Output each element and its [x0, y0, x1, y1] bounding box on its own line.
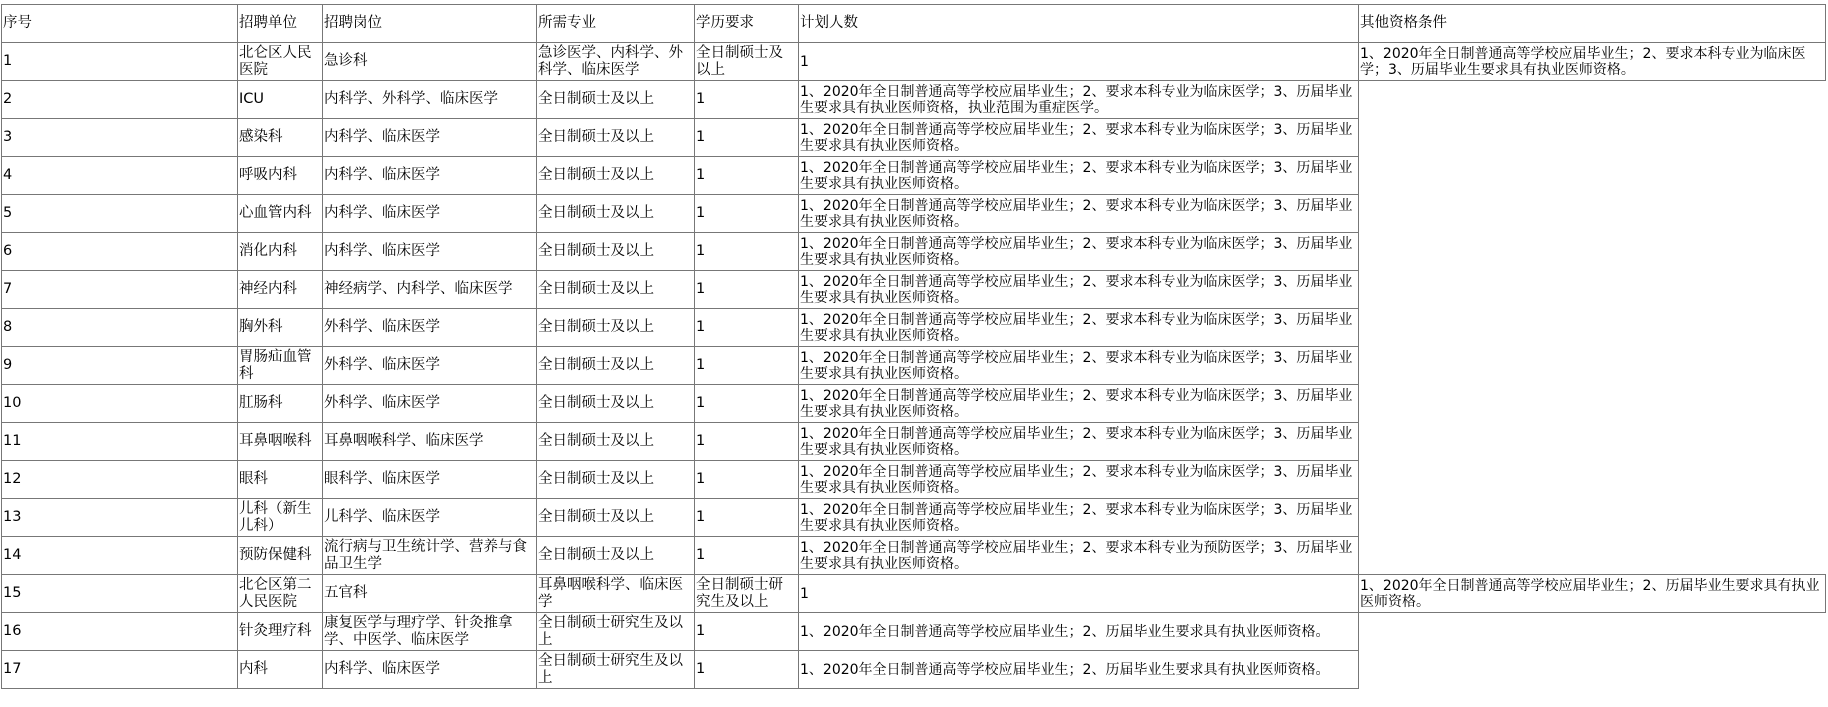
blank-cell	[1359, 195, 1826, 233]
header-cell: 所需专业	[537, 5, 695, 43]
cell-plan: 1	[799, 575, 1359, 613]
cell-unit: 预防保健科	[238, 537, 323, 575]
cell-edu: 全日制硕士研究生及以上	[695, 575, 799, 613]
cell-major: 全日制硕士及以上	[537, 195, 695, 233]
cell-no: 10	[2, 385, 238, 423]
cell-major: 全日制硕士及以上	[537, 233, 695, 271]
cell-post: 儿科学、临床医学	[323, 499, 537, 537]
cell-plan: 1、2020年全日制普通高等学校应届毕业生；2、要求本科专业为临床医学；3、历届毕业生要求具有执业医师资格。	[799, 271, 1359, 309]
table-row	[2, 537, 1826, 575]
cell-edu: 1	[695, 423, 799, 461]
table-row	[2, 499, 1826, 537]
cell-edu: 1	[695, 81, 799, 119]
cell-plan: 1、2020年全日制普通高等学校应届毕业生；2、历届毕业生要求具有执业医师资格。	[799, 651, 1359, 689]
blank-cell	[1359, 499, 1826, 537]
cell-edu: 1	[695, 461, 799, 499]
table-row	[2, 309, 1826, 347]
cell-post: 眼科学、临床医学	[323, 461, 537, 499]
cell-post: 外科学、临床医学	[323, 309, 537, 347]
cell-major: 全日制硕士及以上	[537, 423, 695, 461]
cell-post: 内科学、临床医学	[323, 157, 537, 195]
cell-major: 急诊医学、内科学、外科学、临床医学	[537, 43, 695, 81]
cell-plan: 1、2020年全日制普通高等学校应届毕业生；2、要求本科专业为预防医学；3、历届毕业生要求具有执业医师资格。	[799, 537, 1359, 575]
cell-unit: 心血管内科	[238, 195, 323, 233]
table-row	[2, 119, 1826, 157]
cell-post: 流行病与卫生统计学、营养与食品卫生学	[323, 537, 537, 575]
cell-no: 13	[2, 499, 238, 537]
cell-plan: 1、2020年全日制普通高等学校应届毕业生；2、要求本科专业为临床医学；3、历届毕业生要求具有执业医师资格。	[799, 195, 1359, 233]
table-row	[2, 347, 1826, 385]
table-row	[2, 43, 1826, 81]
cell-unit: 神经内科	[238, 271, 323, 309]
cell-edu: 1	[695, 233, 799, 271]
recruitment-table	[1, 4, 1826, 689]
blank-cell	[1359, 233, 1826, 271]
table-row	[2, 157, 1826, 195]
header-cell: 其他资格条件	[1359, 5, 1826, 43]
cell-plan: 1、2020年全日制普通高等学校应届毕业生；2、要求本科专业为临床医学；3、历届毕业生要求具有执业医师资格。	[799, 499, 1359, 537]
cell-post: 内科学、临床医学	[323, 651, 537, 689]
blank-cell	[1359, 651, 1826, 689]
cell-unit: 儿科（新生儿科）	[238, 499, 323, 537]
cell-no: 14	[2, 537, 238, 575]
cell-post: 耳鼻咽喉科学、临床医学	[323, 423, 537, 461]
cell-no: 8	[2, 309, 238, 347]
cell-plan: 1、2020年全日制普通高等学校应届毕业生；2、要求本科专业为临床医学；3、历届毕业生要求具有执业医师资格。	[799, 423, 1359, 461]
cell-edu: 1	[695, 385, 799, 423]
table-header-row	[2, 5, 1826, 43]
blank-cell	[1359, 347, 1826, 385]
cell-unit: 胃肠疝血管科	[238, 347, 323, 385]
table-row	[2, 575, 1826, 613]
blank-cell	[1359, 461, 1826, 499]
cell-no: 6	[2, 233, 238, 271]
table-row	[2, 461, 1826, 499]
cell-edu: 1	[695, 499, 799, 537]
blank-cell	[1359, 81, 1826, 119]
cell-extra: 1、2020年全日制普通高等学校应届毕业生；2、历届毕业生要求具有执业医师资格。	[1359, 575, 1826, 613]
cell-major: 全日制硕士及以上	[537, 347, 695, 385]
cell-no: 16	[2, 613, 238, 651]
cell-major: 全日制硕士及以上	[537, 271, 695, 309]
cell-edu: 1	[695, 613, 799, 651]
cell-no: 11	[2, 423, 238, 461]
cell-post: 内科学、临床医学	[323, 195, 537, 233]
cell-plan: 1、2020年全日制普通高等学校应届毕业生；2、要求本科专业为临床医学；3、历届毕业生要求具有执业医师资格。	[799, 157, 1359, 195]
cell-unit: ICU	[238, 81, 323, 119]
cell-unit: 北仑区第二人民医院	[238, 575, 323, 613]
cell-plan: 1、2020年全日制普通高等学校应届毕业生；2、要求本科专业为临床医学；3、历届毕业生要求具有执业医师资格。	[799, 119, 1359, 157]
cell-plan: 1、2020年全日制普通高等学校应届毕业生；2、要求本科专业为临床医学；3、历届毕业生要求具有执业医师资格。	[799, 347, 1359, 385]
header-cell: 计划人数	[799, 5, 1359, 43]
cell-edu: 1	[695, 157, 799, 195]
cell-no: 3	[2, 119, 238, 157]
cell-edu: 全日制硕士及以上	[695, 43, 799, 81]
header-cell: 招聘单位	[238, 5, 323, 43]
cell-post: 内科学、临床医学	[323, 233, 537, 271]
cell-unit: 北仑区人民医院	[238, 43, 323, 81]
cell-post: 神经病学、内科学、临床医学	[323, 271, 537, 309]
cell-major: 全日制硕士及以上	[537, 499, 695, 537]
cell-major: 全日制硕士研究生及以上	[537, 613, 695, 651]
cell-plan: 1、2020年全日制普通高等学校应届毕业生；2、要求本科专业为临床医学；3、历届毕业生要求具有执业医师资格。	[799, 461, 1359, 499]
cell-unit: 感染科	[238, 119, 323, 157]
cell-no: 4	[2, 157, 238, 195]
cell-major: 全日制硕士及以上	[537, 309, 695, 347]
cell-edu: 1	[695, 651, 799, 689]
cell-no: 1	[2, 43, 238, 81]
cell-major: 全日制硕士及以上	[537, 537, 695, 575]
cell-no: 7	[2, 271, 238, 309]
cell-post: 五官科	[323, 575, 537, 613]
cell-unit: 肛肠科	[238, 385, 323, 423]
table-row	[2, 651, 1826, 689]
cell-post: 康复医学与理疗学、针灸推拿学、中医学、临床医学	[323, 613, 537, 651]
cell-edu: 1	[695, 537, 799, 575]
blank-cell	[1359, 537, 1826, 575]
cell-major: 全日制硕士及以上	[537, 119, 695, 157]
cell-edu: 1	[695, 271, 799, 309]
cell-plan: 1、2020年全日制普通高等学校应届毕业生；2、要求本科专业为临床医学；3、历届毕业生要求具有执业医师资格。	[799, 233, 1359, 271]
table-row	[2, 195, 1826, 233]
header-cell: 招聘岗位	[323, 5, 537, 43]
cell-no: 5	[2, 195, 238, 233]
header-cell: 序号	[2, 5, 238, 43]
table-row	[2, 271, 1826, 309]
cell-no: 9	[2, 347, 238, 385]
cell-edu: 1	[695, 347, 799, 385]
cell-unit: 针灸理疗科	[238, 613, 323, 651]
blank-cell	[1359, 119, 1826, 157]
blank-cell	[1359, 271, 1826, 309]
cell-edu: 1	[695, 309, 799, 347]
table-row	[2, 613, 1826, 651]
blank-cell	[1359, 423, 1826, 461]
cell-major: 全日制硕士及以上	[537, 461, 695, 499]
blank-cell	[1359, 385, 1826, 423]
cell-unit: 耳鼻咽喉科	[238, 423, 323, 461]
blank-cell	[1359, 157, 1826, 195]
cell-plan: 1、2020年全日制普通高等学校应届毕业生；2、要求本科专业为临床医学；3、历届毕业生要求具有执业医师资格。	[799, 309, 1359, 347]
cell-plan: 1、2020年全日制普通高等学校应届毕业生；2、要求本科专业为临床医学；3、历届毕业生要求具有执业医师资格。	[799, 385, 1359, 423]
cell-no: 17	[2, 651, 238, 689]
cell-post: 内科学、外科学、临床医学	[323, 81, 537, 119]
cell-major: 全日制硕士研究生及以上	[537, 651, 695, 689]
table-row	[2, 81, 1826, 119]
cell-unit: 消化内科	[238, 233, 323, 271]
cell-post: 外科学、临床医学	[323, 347, 537, 385]
blank-cell	[1359, 309, 1826, 347]
cell-extra: 1、2020年全日制普通高等学校应届毕业生；2、要求本科专业为临床医学；3、历届毕业生要求具有执业医师资格。	[1359, 43, 1826, 81]
cell-unit: 呼吸内科	[238, 157, 323, 195]
cell-plan: 1、2020年全日制普通高等学校应届毕业生；2、要求本科专业为临床医学；3、历届毕业生要求具有执业医师资格，执业范围为重症医学。	[799, 81, 1359, 119]
cell-edu: 1	[695, 195, 799, 233]
table-row	[2, 233, 1826, 271]
cell-major: 全日制硕士及以上	[537, 157, 695, 195]
table-row	[2, 385, 1826, 423]
cell-plan: 1、2020年全日制普通高等学校应届毕业生；2、历届毕业生要求具有执业医师资格。	[799, 613, 1359, 651]
table-row	[2, 423, 1826, 461]
blank-cell	[1359, 613, 1826, 651]
cell-plan: 1	[799, 43, 1359, 81]
cell-unit: 眼科	[238, 461, 323, 499]
cell-major: 耳鼻咽喉科学、临床医学	[537, 575, 695, 613]
cell-edu: 1	[695, 119, 799, 157]
cell-major: 全日制硕士及以上	[537, 81, 695, 119]
cell-unit: 内科	[238, 651, 323, 689]
cell-major: 全日制硕士及以上	[537, 385, 695, 423]
cell-post: 内科学、临床医学	[323, 119, 537, 157]
cell-no: 15	[2, 575, 238, 613]
cell-post: 急诊科	[323, 43, 537, 81]
header-cell: 学历要求	[695, 5, 799, 43]
cell-unit: 胸外科	[238, 309, 323, 347]
cell-post: 外科学、临床医学	[323, 385, 537, 423]
cell-no: 12	[2, 461, 238, 499]
cell-no: 2	[2, 81, 238, 119]
